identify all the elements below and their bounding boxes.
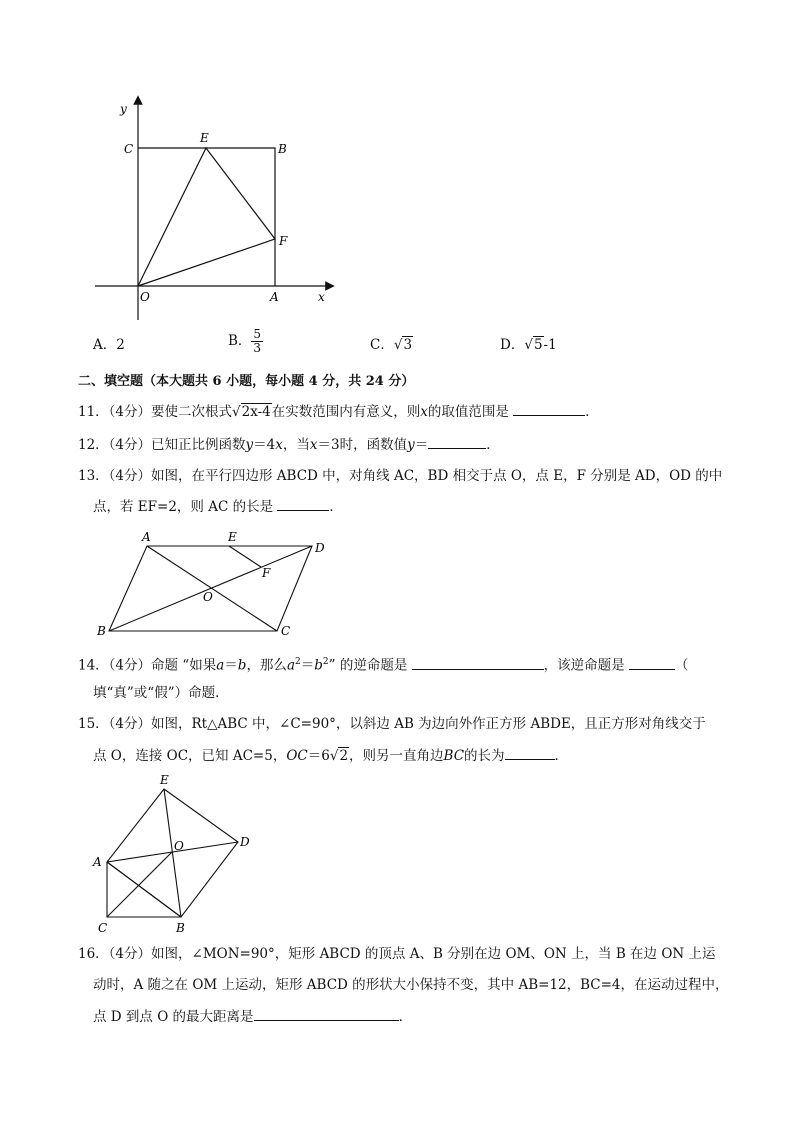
label-e: E — [160, 773, 169, 787]
q15-bc: BC — [443, 748, 465, 764]
q14-post: ” 的逆命题是 — [328, 657, 408, 674]
fraction-five-thirds — [251, 328, 263, 355]
q14-eq2: ＝ — [300, 657, 315, 674]
label-b: B — [176, 921, 185, 935]
q15-text: 点 O，连接 OC，已知 AC=5， — [93, 748, 287, 764]
label-a: A — [93, 855, 102, 869]
q15-answer-blank[interactable] — [505, 745, 555, 760]
question-13-line1: 13．（4分）如图，在平行四边形 ABCD 中，对角线 AC，BD 相交于点 O，点 E，F 分别是 AD，OD 的中 — [78, 468, 723, 484]
q12-x2: x — [309, 437, 318, 453]
option-c-prefix: C． — [370, 337, 394, 353]
q14-b: b — [237, 657, 247, 674]
q13-end: ． — [329, 499, 343, 515]
q11-text-post: 的取值范围是 — [427, 404, 509, 420]
question-15-line1: 15．（4分）如图，Rt△ABC 中，∠C=90°，以斜边 AB 为边向外作正方形 ABDE，且正方形对角线交于 — [78, 716, 706, 732]
label-c: C — [124, 142, 134, 156]
q16-text: 点 D 到点 O 的最大距离是 — [93, 1009, 254, 1025]
label-f: F — [262, 566, 271, 580]
q14-b2: b — [314, 657, 323, 674]
q13-text: 点，若 EF=2，则 AC 的长是 — [93, 499, 274, 515]
figure-parallelogram — [92, 528, 342, 643]
q14-text: 14．（4分）命题 “如果 — [78, 657, 217, 674]
label-o: O — [203, 590, 213, 604]
q13-answer-blank[interactable] — [277, 496, 329, 511]
q16-answer-blank[interactable] — [254, 1006, 399, 1021]
q14-sup2: 2 — [322, 657, 329, 667]
label-y: y — [120, 102, 127, 116]
q14-answer-blank-1[interactable] — [412, 655, 544, 670]
option-b — [228, 328, 263, 355]
q11-text-mid: 在实数范围内有意义，则 — [271, 404, 421, 420]
question-14-line1 — [78, 652, 688, 676]
diagonal-ac — [147, 546, 277, 631]
question-16-line1: 16．（4分）如图，∠MON=90°，矩形 ABCD 的顶点 A、B 分别在边 OM、ON 上，当 B 在边 ON 上运 — [78, 946, 716, 962]
option-b-prefix: B． — [228, 333, 252, 349]
q12-end: ． — [486, 437, 500, 453]
label-d: D — [315, 541, 325, 555]
label-a: A — [142, 530, 151, 544]
q15-radicand: 2 — [339, 748, 349, 764]
question-16-line3 — [93, 1006, 412, 1027]
figure-square-axes — [90, 95, 350, 330]
label-d: D — [240, 835, 250, 849]
option-d — [500, 333, 557, 353]
q14-eq: ＝ — [224, 657, 238, 674]
q15-oc: OC — [286, 748, 308, 764]
q12-mid: ，当 — [282, 437, 310, 453]
label-e: E — [200, 131, 209, 145]
q11-answer-blank[interactable] — [513, 401, 585, 416]
option-d-suffix: -1 — [543, 337, 557, 353]
segment-ab — [107, 862, 181, 917]
label-o: O — [174, 839, 184, 853]
option-d-radicand: 5 — [533, 337, 543, 353]
option-a: A．2 — [93, 337, 125, 353]
q11-text: 11．（4分）要使二次根式 — [78, 404, 233, 420]
label-o: O — [140, 290, 150, 304]
q14-mid2: ，该逆命题是 — [543, 657, 625, 674]
option-c-radicand: 3 — [403, 337, 413, 353]
q15-post: ，则另一直角边 — [349, 748, 444, 764]
label-a: A — [270, 290, 279, 304]
label-b: B — [97, 624, 106, 638]
q11-end: ． — [585, 404, 599, 420]
q12-answer-blank[interactable] — [428, 434, 486, 449]
q16-end: ． — [398, 1009, 413, 1025]
question-13-line2 — [93, 496, 343, 517]
option-d-prefix: D． — [500, 337, 525, 353]
q14-a: a — [216, 657, 225, 674]
segment-oc — [107, 852, 172, 917]
q14-mid: ，那么 — [246, 657, 287, 674]
q14-a2: a — [286, 657, 295, 674]
sqrt-icon: √ — [329, 748, 339, 764]
segment-ef — [229, 546, 261, 567]
fraction-denominator: 3 — [253, 341, 262, 355]
question-12 — [78, 434, 500, 455]
question-15-line2 — [93, 745, 568, 766]
question-16-line2: 动时，A 随之在 OM 上运动，矩形 ABCD 的形状大小保持不变，其中 AB=12，BC=4，在运动过程中， — [93, 977, 729, 993]
sqrt-icon: √ — [393, 337, 403, 353]
label-x: x — [318, 290, 325, 304]
fraction-numerator: 5 — [253, 327, 262, 341]
q15-end: ． — [554, 748, 569, 764]
square-outline — [138, 148, 275, 286]
q12-text: 12．（4分）已知正比例函数 — [78, 437, 246, 453]
sqrt-icon: √ — [232, 404, 241, 420]
label-c: C — [98, 921, 108, 935]
q11-radicand: 2x-4 — [241, 404, 271, 420]
q14-answer-blank-2[interactable] — [629, 655, 675, 670]
question-14-line2: 填“真”或“假”）命题． — [93, 685, 229, 701]
label-f: F — [279, 234, 288, 248]
label-e: E — [228, 530, 237, 544]
q12-y2: y — [407, 437, 415, 453]
label-c: C — [281, 624, 291, 638]
section-title: 二、填空题（本大题共 6 小题，每小题 4 分，共 24 分） — [78, 374, 415, 389]
sqrt-icon: √ — [524, 337, 533, 353]
q11-var: x — [420, 404, 428, 420]
figure-square-abde — [88, 770, 263, 938]
q15-eq: ＝6 — [307, 748, 330, 764]
q15-post2: 的长为 — [464, 748, 505, 764]
q14-sup: 2 — [295, 657, 301, 667]
q12-val: ＝3时，函数值 — [317, 437, 408, 453]
q12-x: x — [275, 437, 283, 453]
question-11 — [78, 401, 599, 422]
diagonal-bd — [109, 546, 312, 631]
option-c — [370, 333, 413, 353]
label-b: B — [278, 142, 287, 156]
q12-eq: ＝4 — [253, 437, 276, 453]
q12-eq2: ＝ — [414, 437, 429, 453]
q14-end: （ — [674, 657, 689, 674]
triangle-oef — [138, 148, 275, 286]
q12-y: y — [245, 437, 254, 453]
